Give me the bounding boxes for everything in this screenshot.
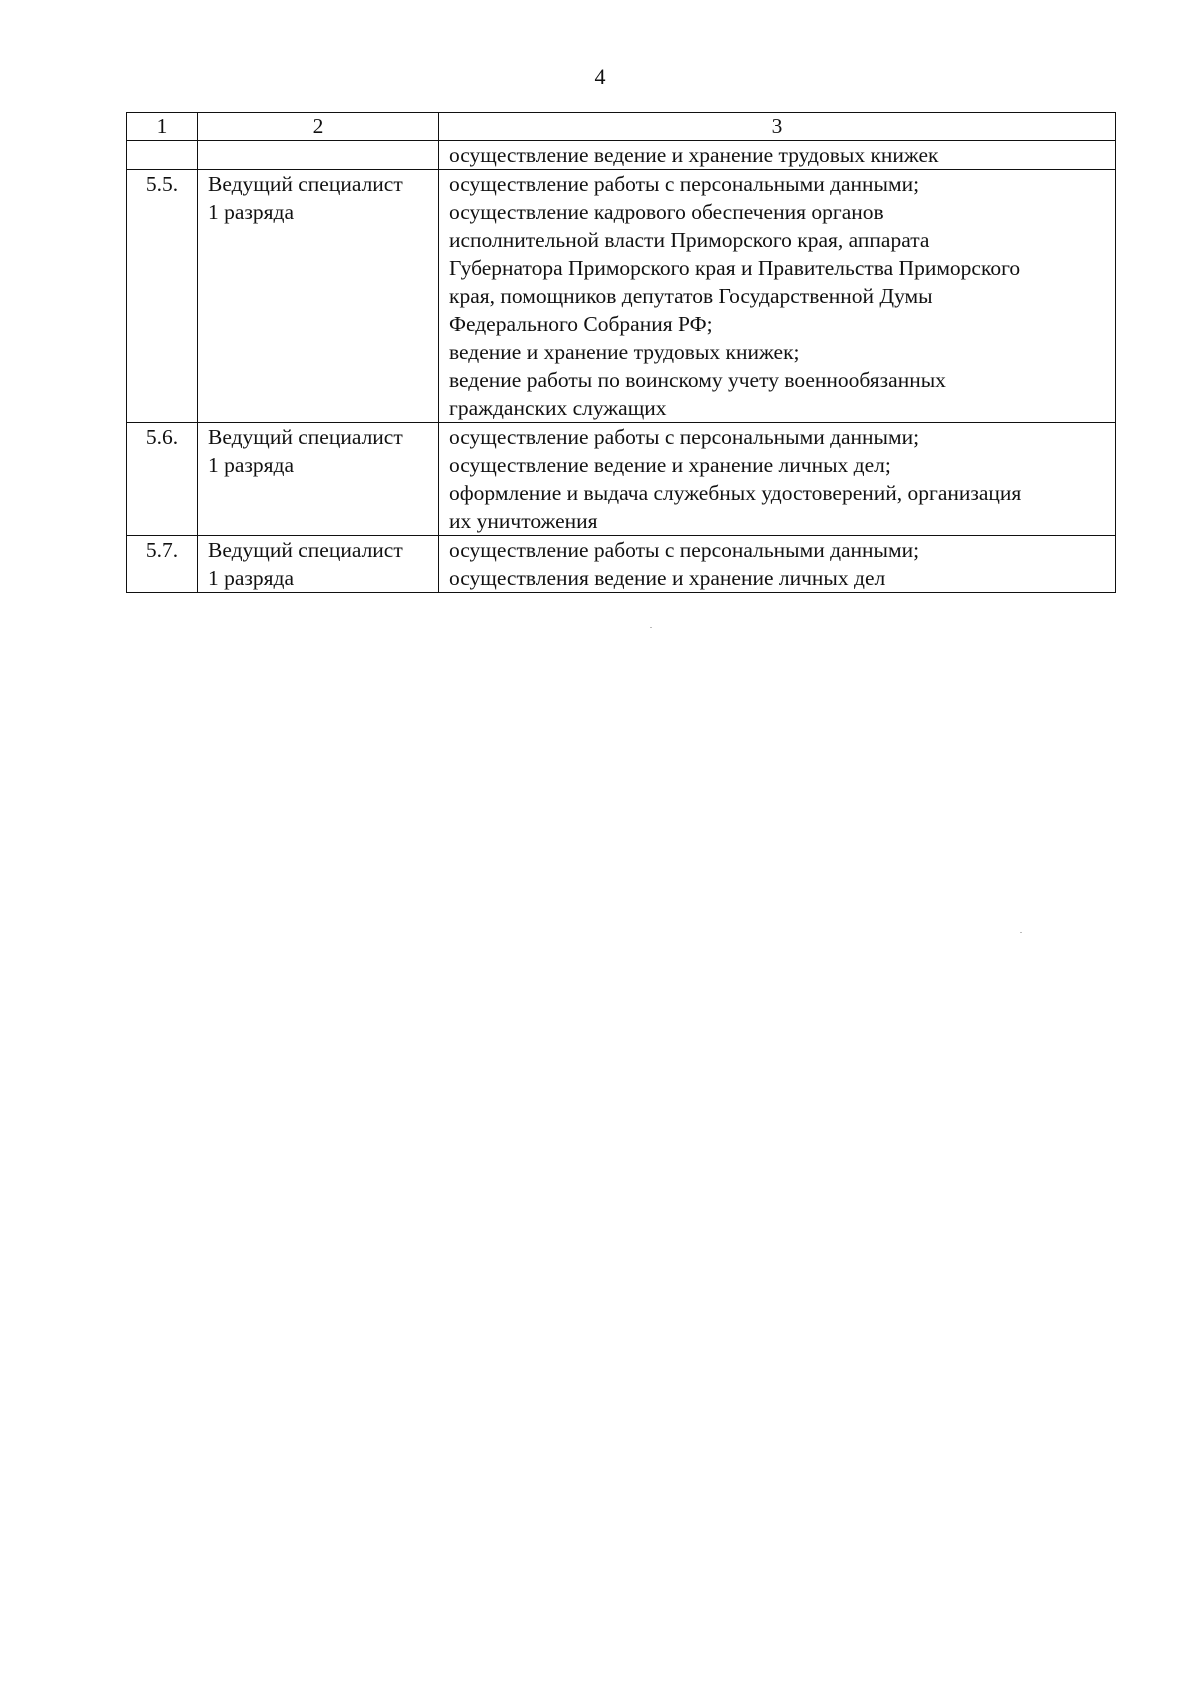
duties-cell	[439, 536, 1116, 593]
position-title: Ведущий специалист	[208, 538, 403, 562]
position-cell	[198, 423, 439, 536]
duty-line: Федерального Собрания РФ;	[449, 312, 713, 336]
scan-speck	[650, 627, 652, 628]
row-number: 5.5.	[127, 170, 198, 423]
table-row	[127, 536, 1116, 593]
duties-cell	[439, 141, 1116, 170]
duty-line: осуществление ведение и хранение трудовых книжек	[449, 143, 939, 167]
row-number: 5.6.	[127, 423, 198, 536]
duties-table	[126, 112, 1116, 593]
duties-cell	[439, 170, 1116, 423]
duty-line: осуществление работы с персональными данными;	[449, 425, 920, 449]
position-title: Ведущий специалист	[208, 425, 403, 449]
duty-line: гражданских служащих	[449, 396, 667, 420]
duty-line: осуществление работы с персональными данными;	[449, 538, 920, 562]
duty-line: осуществления ведение и хранение личных дел	[449, 566, 886, 590]
position-title: Ведущий специалист	[208, 172, 403, 196]
header-cell-2: 2	[198, 113, 439, 141]
scan-speck	[1020, 932, 1022, 933]
header-cell-1: 1	[127, 113, 198, 141]
duty-line: ведение и хранение трудовых книжек;	[449, 340, 800, 364]
duty-line: осуществление работы с персональными данными;	[449, 172, 920, 196]
table-row	[127, 423, 1116, 536]
duty-line: оформление и выдача служебных удостоверений, организация	[449, 481, 1022, 505]
duty-line: Губернатора Приморского края и Правительства Приморского	[449, 256, 1021, 280]
duty-line: исполнительной власти Приморского края, аппарата	[449, 228, 930, 252]
position-cell	[198, 536, 439, 593]
table-row	[127, 141, 1116, 170]
table-row	[127, 170, 1116, 423]
row-number	[127, 141, 198, 170]
duties-cell	[439, 423, 1116, 536]
row-number: 5.7.	[127, 536, 198, 593]
duty-line: ведение работы по воинскому учету военнообязанных	[449, 368, 946, 392]
table-header-row	[127, 113, 1116, 141]
position-cell	[198, 170, 439, 423]
duty-line: осуществление кадрового обеспечения органов	[449, 200, 884, 224]
position-grade: 1 разряда	[208, 200, 295, 224]
position-grade: 1 разряда	[208, 453, 295, 477]
page-number: 4	[594, 64, 606, 89]
position-cell	[198, 141, 439, 170]
duty-line: края, помощников депутатов Государственной Думы	[449, 284, 933, 308]
duty-line: осуществление ведение и хранение личных дел;	[449, 453, 891, 477]
header-cell-3: 3	[439, 113, 1116, 141]
position-grade: 1 разряда	[208, 566, 295, 590]
duty-line: их уничтожения	[449, 509, 598, 533]
